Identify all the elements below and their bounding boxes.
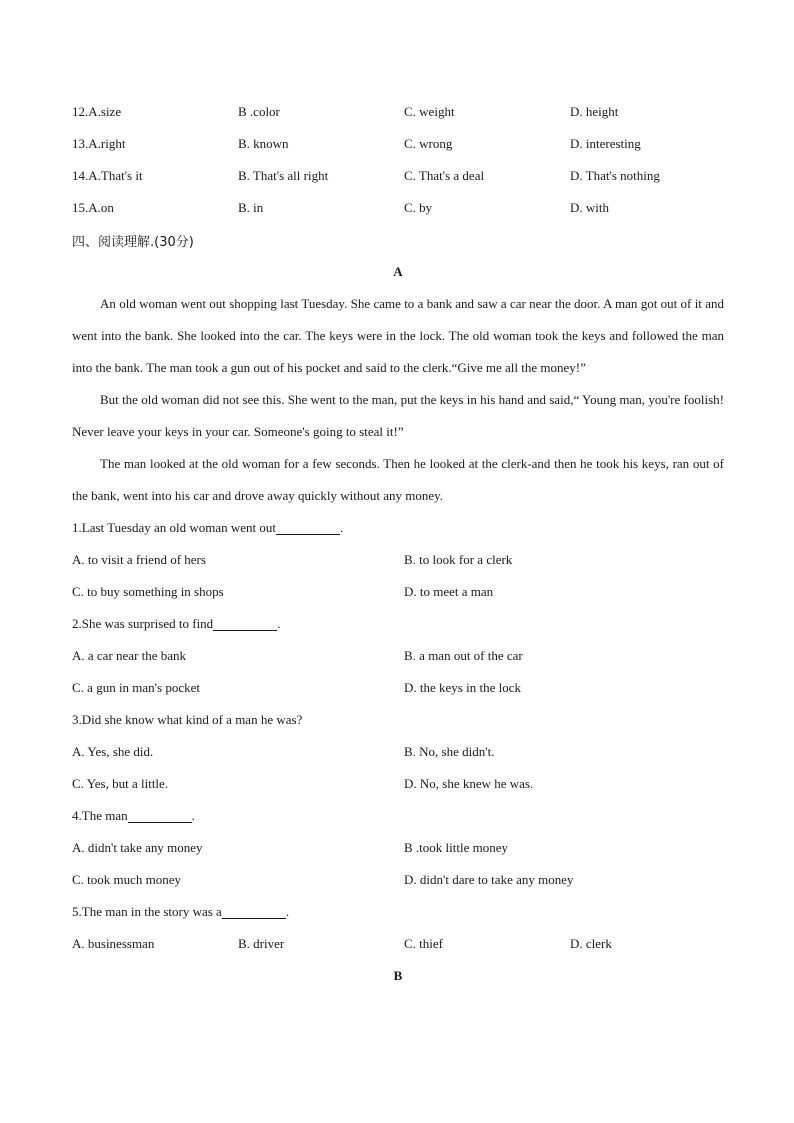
option-b: B. a man out of the car — [404, 648, 523, 663]
option-a: 14.A.That's it — [72, 168, 143, 183]
question-options-row — [72, 544, 724, 576]
option-a: A. a car near the bank — [72, 648, 187, 663]
option-b: B. in — [238, 200, 264, 215]
question-options-row — [72, 736, 724, 768]
question-text: 2.She was surprised to find — [72, 616, 214, 631]
option-b: B. driver — [238, 936, 285, 951]
question-options-row — [72, 864, 724, 896]
passage-label-a: A — [393, 264, 403, 279]
answer-blank — [213, 618, 277, 631]
option-d: D. to meet a man — [404, 584, 494, 599]
option-c: C. That's a deal — [404, 168, 485, 183]
option-c: C. to buy something in shops — [72, 584, 224, 599]
option-c: C. weight — [404, 104, 455, 119]
option-d: D. That's nothing — [570, 168, 660, 183]
option-d: D. the keys in the lock — [404, 680, 521, 695]
option-a: 12.A.size — [72, 104, 122, 119]
cloze-option-row-15 — [72, 192, 724, 224]
option-a: A. businessman — [72, 936, 155, 951]
question-stem-4 — [72, 800, 724, 832]
option-d: D. with — [570, 200, 609, 215]
option-c: C. a gun in man's pocket — [72, 680, 200, 695]
question-text: 1.Last Tuesday an old woman went out — [72, 520, 277, 535]
option-b: B. known — [238, 136, 289, 151]
option-d: D. didn't dare to take any money — [404, 872, 574, 887]
question-text-end: . — [191, 808, 195, 823]
cloze-option-row-13 — [72, 128, 724, 160]
option-b: B. to look for a clerk — [404, 552, 513, 567]
question-options-row — [72, 672, 724, 704]
option-a: 13.A.right — [72, 136, 126, 151]
question-stem-2 — [72, 608, 724, 640]
section-title: 四、阅读理解.(30分) — [72, 234, 194, 250]
exam-page — [72, 96, 724, 992]
question-stem-1 — [72, 512, 724, 544]
question-stem-5 — [72, 896, 724, 928]
option-a: A. didn't take any money — [72, 840, 203, 855]
option-b: B. That's all right — [238, 168, 329, 183]
question-text-end: . — [277, 616, 281, 631]
question-text: 5.The man in the story was a — [72, 904, 222, 919]
cloze-option-row-14 — [72, 160, 724, 192]
option-a: A. to visit a friend of hers — [72, 552, 206, 567]
question-options-row — [72, 832, 724, 864]
answer-blank — [276, 522, 340, 535]
option-b: B. No, she didn't. — [404, 744, 495, 759]
answer-blank — [222, 906, 286, 919]
passage-paragraph: The man looked at the old woman for a few seconds. Then he looked at the clerk-and then he took his keys, ran out of the bank, went into his car and drove away quickly without any money. — [72, 456, 724, 503]
option-c: C. by — [404, 200, 433, 215]
question-text: 4.The man — [72, 808, 128, 823]
question-options-row — [72, 640, 724, 672]
passage-paragraph: An old woman went out shopping last Tuesday. She came to a bank and saw a car near the door. A man got out of it and went into the bank. She looked into the car. The keys were in the lock. The old woman took the keys and followed the man into the bank. The man took a gun out of his pocket and said to the clerk.“Give me all the money!” — [72, 296, 724, 375]
question-options-row — [72, 576, 724, 608]
option-c: C. Yes, but a little. — [72, 776, 169, 791]
question-stem-3: 3.Did she know what kind of a man he was? — [72, 712, 303, 727]
option-c: C. took much money — [72, 872, 182, 887]
question-text-end: . — [340, 520, 344, 535]
option-d: D. No, she knew he was. — [404, 776, 534, 791]
cloze-option-row-12 — [72, 96, 724, 128]
option-b: B .took little money — [404, 840, 508, 855]
option-b: B .color — [238, 104, 280, 119]
question-text-end: . — [285, 904, 290, 919]
question-options-row — [72, 928, 724, 960]
option-a: 15.A.on — [72, 200, 114, 215]
answer-blank — [128, 810, 192, 823]
cloze-options — [72, 96, 724, 224]
question-options-row — [72, 768, 724, 800]
option-d: D. height — [570, 104, 619, 119]
option-c: C. thief — [404, 936, 443, 951]
passage-label-b: B — [393, 968, 403, 983]
passage-paragraph: But the old woman did not see this. She went to the man, put the keys in his hand and said,“ Young man, you're foolish! Never leave your keys in your car. Someone's going to steal it!” — [72, 392, 724, 439]
option-a: A. Yes, she did. — [72, 744, 154, 759]
option-d: D. interesting — [570, 136, 641, 151]
option-d: D. clerk — [570, 936, 612, 951]
option-c: C. wrong — [404, 136, 453, 151]
